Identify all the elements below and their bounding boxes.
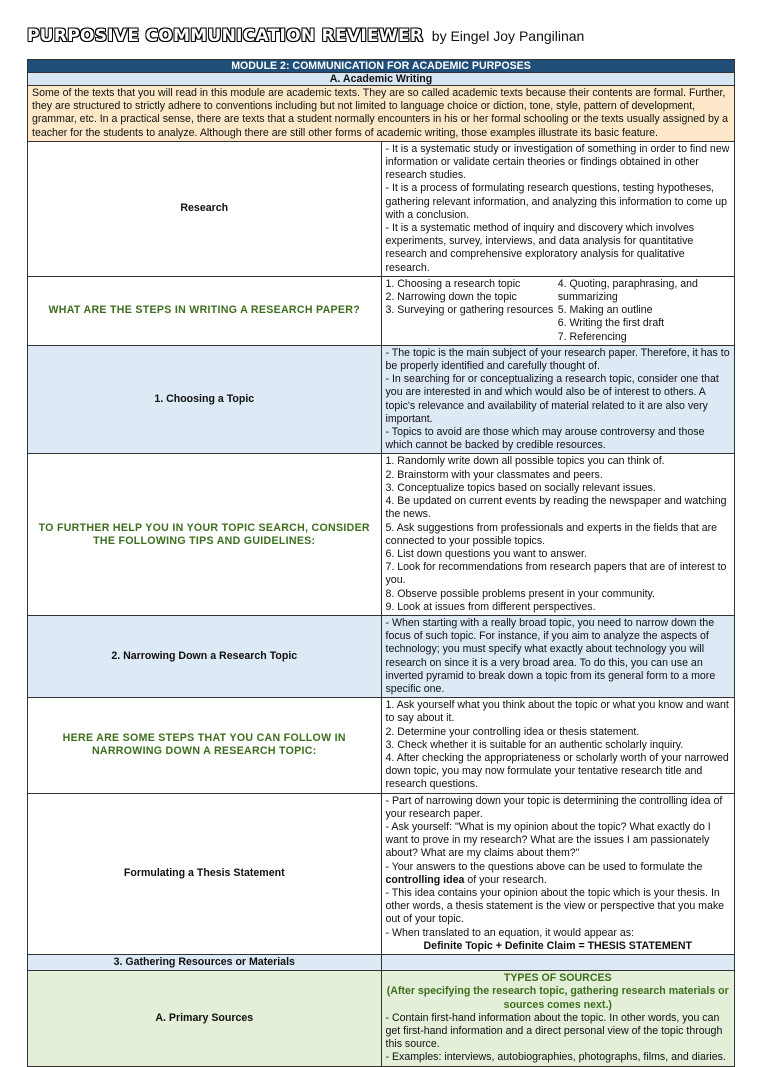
thesis-line-text: of your research. — [464, 873, 547, 886]
thesis-label: Formulating a Thesis Statement — [28, 793, 382, 954]
gathering-label: 3. Gathering Resources or Materials — [28, 955, 382, 971]
primary-line: - Contain first-hand information about the topic. In other words, you can get first-hand information and a direct personal view of the topic through this source. — [385, 1011, 723, 1051]
step-item: 5. Making an outline — [557, 304, 653, 317]
controlling-idea-term: controlling idea — [385, 873, 465, 886]
intro-text: Some of the texts that you will read in this module are academic texts. They are so called academic texts because their contents are formal. Further, they are structured to strictly adhere to conventions including but not limited to language choice or diction, tone, style, pattern of development, grammar, etc. In a practical sense, there are texts that a student normally encounters in his or her formal schooling or the texts usually assigned by a teacher for the students to analyze. Although there are still other forms of academic writing, those examples illustrate its basic feature. — [28, 86, 735, 142]
types-heading: TYPES OF SOURCES — [503, 972, 612, 985]
choosing-line: - In searching for or conceptualizing a research topic, consider one that you are interested in and which would also be of interest to others. A topic's relevance and availability of material related to it are also very important. — [385, 373, 719, 425]
primary-content — [381, 971, 735, 1066]
step-item: 6. Writing the first draft — [557, 317, 665, 330]
tip-item: 9. Look at issues from different perspectives. — [385, 600, 596, 613]
types-note: (After specifying the research topic, gathering research materials or sources comes next.) — [386, 985, 729, 1011]
tips-row — [28, 454, 735, 615]
narrow-step-item: 2. Determine your controlling idea or thesis statement. — [385, 725, 640, 738]
thesis-line — [386, 861, 731, 887]
narrow-steps-content — [381, 698, 735, 793]
narrow-steps-row — [28, 698, 735, 793]
steps-column-2 — [558, 278, 730, 344]
step-item: 7. Referencing — [557, 330, 627, 343]
tips-content — [381, 454, 735, 615]
narrowing-row — [28, 615, 735, 697]
step-item: 3. Surveying or gathering resources — [385, 304, 554, 317]
page-header — [27, 26, 584, 50]
narrow-steps-label: HERE ARE SOME STEPS THAT YOU CAN FOLLOW IN NARROWING DOWN A RESEARCH TOPIC: — [28, 698, 382, 793]
research-label: Research — [28, 141, 382, 276]
thesis-line: - When translated to an equation, it would appear as: — [385, 926, 635, 939]
primary-line: - Examples: interviews, autobiographies, photographs, films, and diaries. — [385, 1051, 726, 1064]
tip-item: 4. Be updated on current events by reading the newspaper and watching the news. — [385, 495, 727, 521]
steps-row — [28, 276, 735, 345]
narrow-step-item: 3. Check whether it is suitable for an authentic scholarly inquiry. — [385, 738, 684, 751]
gathering-content — [381, 955, 735, 971]
narrowing-label: 2. Narrowing Down a Research Topic — [28, 615, 382, 697]
choosing-line: - Topics to avoid are those which may arouse controversy and those which cannot be backed by credible resources. — [385, 426, 705, 452]
tip-item: 8. Observe possible problems present in your community. — [385, 587, 655, 600]
research-line: - It is a systematic study or investigation of something in order to find new information or validate certain theories or findings obtained in other research studies. — [385, 142, 730, 182]
module-header-row — [28, 60, 735, 86]
research-content — [381, 141, 735, 276]
step-item: 1. Choosing a research topic — [385, 277, 521, 290]
thesis-line-text: - Your answers to the questions above can be used to formulate the — [385, 860, 703, 873]
tip-item: 7. Look for recommendations from research papers that are of interest to you. — [385, 561, 727, 587]
author-line: by Eingel Joy Pangilinan — [431, 28, 585, 44]
reviewer-table — [27, 59, 735, 1067]
thesis-row — [28, 793, 735, 954]
thesis-line: - This idea contains your opinion about the topic which is your thesis. In other words, a thesis statement is the view or perspective that you make out of your topic. — [385, 886, 725, 926]
tips-label: TO FURTHER HELP YOU IN YOUR TOPIC SEARCH, CONSIDER THE FOLLOWING TIPS AND GUIDELINES: — [28, 454, 382, 615]
steps-content — [381, 276, 735, 345]
tip-item: 2. Brainstorm with your classmates and peers. — [385, 468, 603, 481]
steps-label: WHAT ARE THE STEPS IN WRITING A RESEARCH PAPER? — [28, 276, 382, 345]
thesis-line: - Part of narrowing down your topic is determining the controlling idea of your research paper. — [385, 794, 723, 820]
choosing-line: - The topic is the main subject of your research paper. Therefore, it has to be properly identified and carefully thought of. — [385, 346, 730, 373]
narrowing-content: - When starting with a really broad topic, you need to narrow down the focus of such topic. For instance, if you aim to analyze the aspects of technology; you must specify what exactly about technology you will research on since it is a very broad area. To do this, you can use an inverted pyramid to break down a topic from its general form to a more specific one. — [381, 615, 735, 697]
tip-item: 6. List down questions you want to answer. — [385, 547, 587, 560]
narrow-step-item: 4. After checking the appropriateness or scholarly worth of your narrowed down topic, you may now formulate your tentative research title and research questions. — [385, 751, 729, 791]
choosing-content — [381, 345, 735, 454]
document-title: PURPOSIVE COMMUNICATION REVIEWER — [27, 26, 424, 46]
tip-item: 1. Randomly write down all possible topics you can think of. — [385, 455, 665, 468]
primary-label: A. Primary Sources — [28, 971, 382, 1066]
research-line: - It is a systematic method of inquiry and discovery which involves experiments, survey, interviews, and data analysis for quantitative research and comprehensive exploratory analysis for qualitative research. — [385, 222, 695, 274]
step-item: 2. Narrowing down the topic — [385, 291, 517, 304]
narrow-step-item: 1. Ask yourself what you think about the topic or what you know and want to say about it. — [385, 699, 729, 725]
primary-row — [28, 971, 735, 1066]
section-title: A. Academic Writing — [28, 72, 734, 85]
choosing-label: 1. Choosing a Topic — [28, 345, 382, 454]
research-row — [28, 141, 735, 276]
thesis-content — [381, 793, 735, 954]
tip-item: 5. Ask suggestions from professionals and experts in the fields that are connected to your possible topics. — [385, 521, 718, 547]
intro-row — [28, 86, 735, 142]
module-title: MODULE 2: COMMUNICATION FOR ACADEMIC PURPOSES — [28, 60, 734, 72]
steps-column-1 — [386, 278, 558, 344]
research-line: - It is a process of formulating research questions, testing hypotheses, gathering relevant information, and analyzing this information to come up with a conclusion. — [385, 182, 728, 221]
step-item: 4. Quoting, paraphrasing, and summarizing — [557, 277, 698, 304]
thesis-line: - Ask yourself: "What is my opinion about the topic? What exactly do I want to prove in my research? What are the issues I am passionately about? What are my claims about them?" — [385, 820, 711, 860]
gathering-row — [28, 955, 735, 971]
choosing-row — [28, 345, 735, 454]
tip-item: 3. Conceptualize topics based on socially relevant issues. — [385, 481, 656, 494]
thesis-equation: Definite Topic + Definite Claim = THESIS STATEMENT — [423, 939, 692, 952]
